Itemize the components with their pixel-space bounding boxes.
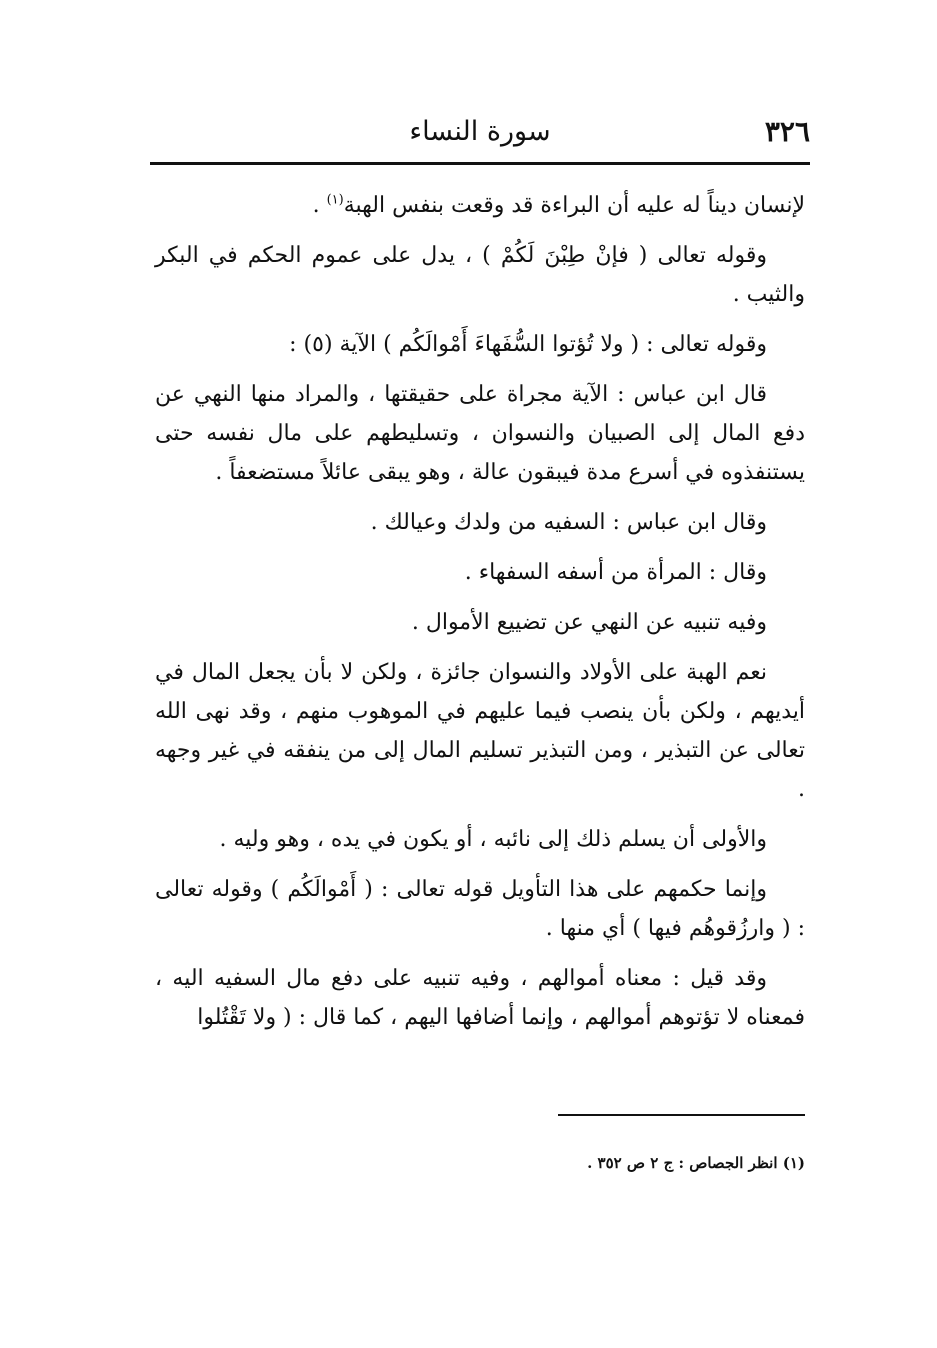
- paragraph: والأولى أن يسلم ذلك إلى نائبه ، أو يكون في يده ، وهو وليه .: [219, 827, 767, 852]
- paragraph: وقوله تعالى : ( ولا تُؤتوا السُّفَهاءَ أَمْوالَكُم ) الآية (٥) :: [289, 332, 767, 357]
- paragraph: وقوله تعالى ( فإنْ طِبْنَ لَكُمْ ) ، يدل على عموم الحكم في البكر والثيب .: [155, 243, 805, 307]
- footnote-reference: (١): [326, 192, 344, 208]
- paragraph: لإنسان ديناً له عليه أن البراءة قد وقعت بنفس الهبة$^{(١)}$ .: [312, 192, 805, 218]
- page-header: [150, 112, 810, 156]
- paragraph: وقد قيل : معناه أموالهم ، وفيه تنبيه على دفع مال السفيه اليه ، فمعناه لا تؤتوهم أموالهم ، وإنما أضافها اليهم ، كما قال : ( ولا تَقْتُلوا: [155, 966, 805, 1030]
- paragraph: قال ابن عباس : الآية مجراة على حقيقتها ، والمراد منها النهي عن دفع المال إلى الصبيان والنسوان ، وتسليطهم على مال نفسه حتى يستنفذوه في أسرع مدة فيبقون عالة ، وهو يبقى عائلاً مستضعفاً .: [155, 382, 805, 485]
- paragraph: نعم الهبة على الأولاد والنسوان جائزة ، ولكن لا بأن يجعل المال في أيديهم ، ولكن بأن ينصب فيما عليهم في الموهوب منهم ، وقد نهى الله تعالى عن التبذير ، ومن التبذير تسليم المال إلى من ينفقه في غير وجهه .: [155, 660, 805, 802]
- footnote: (١) انظر الجصاص : ج ٢ ص ٣٥٢ .: [587, 1154, 805, 1172]
- paragraph-text: لإنسان ديناً له عليه أن البراءة قد وقعت بنفس الهبة: [343, 193, 805, 218]
- paragraph: وإنما حكمهم على هذا التأويل قوله تعالى : ( أَمْوالَكُم ) وقوله تعالى : ( وارزُقوهُم فيها ) أي منها .: [155, 877, 805, 941]
- footnote-rule: [558, 1114, 805, 1116]
- running-title: سورة النساء: [409, 116, 551, 147]
- header-rule: [150, 162, 810, 165]
- paragraph: وفيه تنبيه عن النهي عن تضييع الأموال .: [411, 610, 767, 635]
- body-text: [155, 186, 805, 1048]
- paragraph: وقال : المرأة من أسفه السفهاء .: [464, 560, 767, 585]
- page-number: ٣٢٦: [764, 115, 810, 148]
- paragraph: وقال ابن عباس : السفيه من ولدك وعيالك .: [370, 510, 767, 535]
